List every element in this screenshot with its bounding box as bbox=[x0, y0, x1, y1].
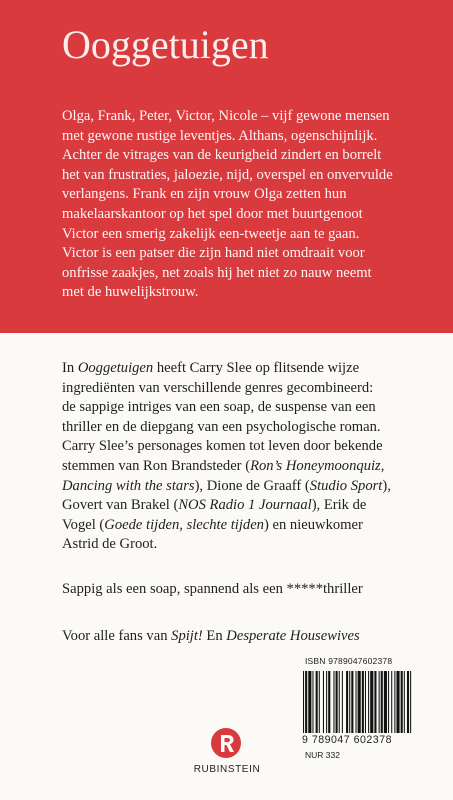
tagline: Sappig als een soap, spannend als een *****thriller bbox=[62, 581, 363, 597]
barcode-bar bbox=[368, 671, 369, 733]
barcode-bar bbox=[370, 671, 373, 733]
barcode-bar bbox=[407, 671, 409, 733]
barcode-bar bbox=[384, 671, 387, 733]
barcode-bar bbox=[326, 671, 327, 733]
description-line: Carry Slee’s personages komen tot leven door bekende bbox=[62, 438, 383, 454]
red-header-panel bbox=[0, 0, 453, 333]
blurb-line: Victor een smerig zakelijk een-tweetje aan te gaan. bbox=[62, 226, 360, 242]
barcode-bar bbox=[388, 671, 389, 733]
blurb-line: met gewone rustige leventjes. Althans, ogenschijnlijk. bbox=[62, 128, 378, 144]
description-line: de sappige intriges van een soap, de suspense van een bbox=[62, 399, 376, 415]
publisher-logo-icon bbox=[210, 727, 242, 759]
barcode-bar bbox=[336, 671, 338, 733]
blurb-line: het van frustraties, jaloezie, nijd, overspel en onvervulde bbox=[62, 167, 393, 183]
barcode-bar bbox=[333, 671, 334, 733]
barcode-bar bbox=[365, 671, 366, 733]
description-line: Dancing with the stars), Dione de Graaff (Studio Sport), bbox=[62, 478, 391, 494]
barcode-bar bbox=[362, 671, 364, 733]
blurb-line: verlangens. Frank en zijn vrouw Olga zetten hun bbox=[62, 186, 347, 202]
barcode-bar bbox=[328, 671, 330, 733]
barcode-bar bbox=[349, 671, 350, 733]
barcode-bar bbox=[358, 671, 361, 733]
barcode-bar bbox=[401, 671, 403, 733]
barcode-bar bbox=[381, 671, 383, 733]
fans-line: Voor alle fans van Spijt! En Desperate Housewives bbox=[62, 628, 360, 644]
barcode-bar bbox=[391, 671, 392, 733]
nur-label: NUR 332 bbox=[305, 750, 340, 760]
blurb-line: met de huwelijkstrouw. bbox=[62, 284, 199, 300]
publisher-name: RUBINSTEIN bbox=[193, 764, 261, 775]
barcode-bar bbox=[339, 671, 340, 733]
description-line: Astrid de Groot. bbox=[62, 536, 158, 552]
description-line: Govert van Brakel (NOS Radio 1 Journaal), Erik de bbox=[62, 497, 367, 513]
barcode bbox=[303, 671, 445, 733]
barcode-digits: 9 789047 602378 bbox=[302, 734, 392, 746]
isbn-label: ISBN 9789047602378 bbox=[305, 656, 393, 666]
barcode-bar bbox=[312, 671, 313, 733]
description-line: stemmen van Ron Brandsteder (Ron’s Honeymoonquiz, bbox=[62, 458, 385, 474]
blurb-line: onfrisse zaakjes, net zoals hij het niet zo nauw neemt bbox=[62, 265, 372, 281]
barcode-bar bbox=[323, 671, 324, 733]
barcode-bar bbox=[394, 671, 395, 733]
blurb-line: Victor is een patser die zijn hand niet omdraait voor bbox=[62, 245, 365, 261]
barcode-bar bbox=[346, 671, 348, 733]
book-title: Ooggetuigen bbox=[62, 22, 269, 67]
barcode-bar bbox=[356, 671, 357, 733]
book-title-mention: Ooggetuigen bbox=[77, 360, 154, 376]
barcode-bar bbox=[374, 671, 376, 733]
barcode-bar bbox=[410, 671, 411, 733]
barcode-bar bbox=[303, 671, 304, 733]
barcode-bar bbox=[342, 671, 343, 733]
description-line: Vogel (Goede tijden, slechte tijden) en nieuwkomer bbox=[62, 517, 363, 533]
barcode-bar bbox=[308, 671, 311, 733]
barcode-bar bbox=[396, 671, 399, 733]
description-line: In Ooggetuigen heeft Carry Slee op flitsende wijze bbox=[62, 360, 360, 376]
description-line: thriller en de diepgang van een psychologische roman. bbox=[62, 419, 381, 435]
description-line: ingrediënten van verschillende genres gecombineerd: bbox=[62, 380, 374, 396]
blurb-line: Olga, Frank, Peter, Victor, Nicole – vijf gewone mensen bbox=[62, 108, 390, 124]
barcode-bar bbox=[404, 671, 405, 733]
barcode-bar bbox=[316, 671, 318, 733]
barcode-bar bbox=[379, 671, 380, 733]
blurb-line: makelaarskantoor op het spel door met buurtgenoot bbox=[62, 206, 363, 222]
blurb-line: Achter de vitrages van de keurigheid zindert en borrelt bbox=[62, 147, 382, 163]
barcode-bar bbox=[319, 671, 320, 733]
barcode-bar bbox=[351, 671, 353, 733]
barcode-bar bbox=[305, 671, 307, 733]
